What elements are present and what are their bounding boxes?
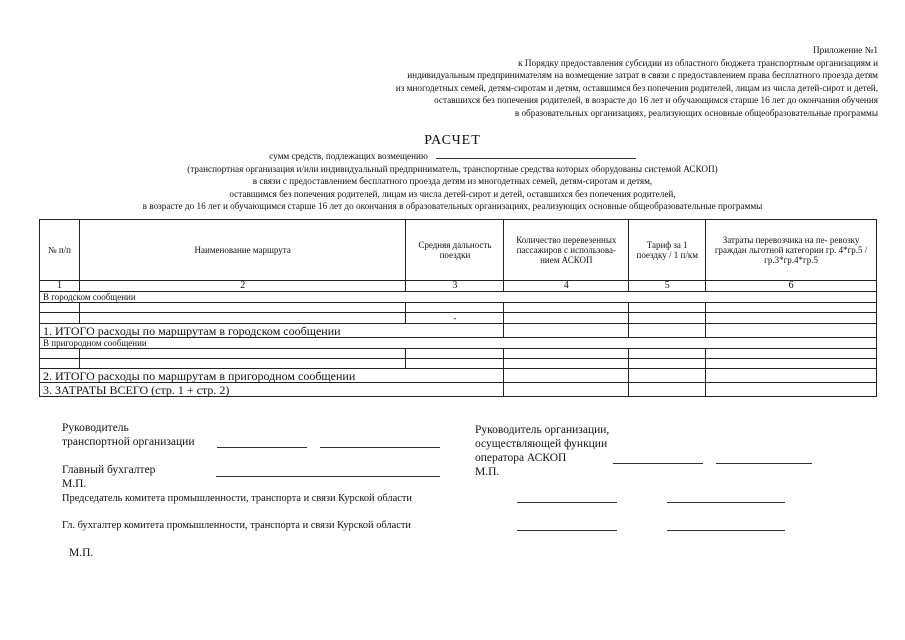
table-cell [706,349,877,359]
table-cell [629,359,706,369]
calculation-heading [0,133,905,213]
table-cell [629,369,706,383]
appendix-number: Приложение №1 [813,45,878,55]
column-number: 3 [406,281,504,292]
total-city-row [40,324,877,338]
table-cell [406,359,504,369]
calc-line: оставшимся без попечения родителей, лицам из числа детей-сирот и детей, оставшихся без попечения родителей, [229,188,676,199]
header-cell-distance: Средняя дальность поездки [406,220,504,281]
total-all-label: 3. ЗАТРАТЫ ВСЕГО (стр. 1 + стр. 2) [40,383,406,397]
table-cell [79,349,406,359]
total-city-label: 1. ИТОГО расходы по маршрутам в городском сообщении [40,324,406,338]
right-stamp-label: М.П. [475,466,500,478]
table-cell [79,303,406,313]
total-suburban-row [40,369,877,383]
signature-line [716,463,812,464]
amount-blank-line [436,149,636,159]
table-cell [406,383,504,397]
header-cell-tariff: Тариф за 1 поездку / 1 п/км [629,220,706,281]
table-row [40,303,877,313]
right-head-function: осуществляющей функции [475,438,608,450]
table-cell [79,313,406,324]
appendix-line: оставшихся без попечения родителей, в возрасте до 16 лет и обучающимся старше 16 лет до окончания обучения [434,95,878,106]
appendix-line: к Порядку предоставления субсидии из областного бюджета транспортным организациям и [518,57,878,68]
table-cell [504,313,629,324]
table-cell [504,324,629,338]
column-number: 6 [706,281,877,292]
table-cell [406,303,504,313]
table-cell [79,359,406,369]
signature-line [667,502,785,503]
table-cell [40,349,80,359]
table-cell [629,349,706,359]
signature-line [217,447,307,448]
left-stamp-label: М.П. [62,478,87,490]
chief-accountant-label: Гл. бухгалтер комитета промышленности, транспорта и связи Курской области [62,520,411,531]
document-subtitle: сумм средств, подлежащих возмещению [269,151,428,161]
suburban-section-row [40,338,877,349]
table-cell [706,369,877,383]
table-row [40,313,877,324]
table-cell [629,383,706,397]
table-cell [40,313,80,324]
signature-line [613,463,703,464]
right-head-title: Руководитель организации, [475,424,610,436]
signature-line [517,530,617,531]
table-row [40,359,877,369]
table-cell [504,383,629,397]
column-number-row [40,281,877,292]
chairman-label: Председатель комитета промышленности, транспорта и связи Курской области [62,493,412,504]
calc-line: в связи с предоставлением бесплатного проезда детям из многодетных семей, детям-сиротам и детям, [252,176,653,187]
left-head-title: Руководитель [62,422,129,434]
header-cell-costs: Затраты перевозчика на пе- ревозку граждан льготной категории гр. 4*гр.5 / гр.3*гр.4*гр.5 [706,220,877,281]
bottom-stamp-label: М.П. [69,547,94,559]
column-number: 5 [629,281,706,292]
document-title: РАСЧЕТ [424,133,481,148]
left-head-org: транспортной организации [62,436,195,448]
header-cell-passengers: Количество перевезенных пассажиров с использова- нием АСКОП [504,220,629,281]
total-all-row [40,383,877,397]
signature-line [517,502,617,503]
header-cell-route: Наименование маршрута [79,220,406,281]
appendix-line: в образовательных организациях, реализующих основные общеобразовательные программы [514,107,878,118]
column-number: 4 [504,281,629,292]
column-number: 2 [79,281,406,292]
table-header-row [40,220,877,281]
table-cell [629,303,706,313]
table-cell [706,324,877,338]
table-cell [406,349,504,359]
column-number: 1 [40,281,80,292]
table-cell [629,313,706,324]
table-cell [40,359,80,369]
calc-line: (транспортная организация и/или индивидуальный предприниматель, транспортные средства которых оборудованы системой АСКОП) [187,163,718,174]
suburban-section-label: В пригородном сообщении [40,338,877,349]
city-section-label: В городском сообщении [40,292,877,303]
table-cell [406,324,504,338]
calc-line: в возрасте до 16 лет и обучающимся старше 16 лет до окончания в образовательных организациях, реализующих основные общеобразовательные программы [142,201,763,212]
appendix-line: из многодетных семей, детям-сиротам и детям, оставшимся без попечения родителей, лицам из числа детей-сирот и детей, [395,82,878,93]
document-subtitle-row [0,149,905,163]
left-accountant-label: Главный бухгалтер [62,464,156,476]
signature-line [320,447,440,448]
table-cell [706,313,877,324]
table-cell [504,349,629,359]
signature-line [667,530,785,531]
table-cell [706,359,877,369]
table-cell [504,303,629,313]
table-cell [406,369,504,383]
calculation-table [39,219,877,397]
signature-line [216,476,440,477]
right-head-operator: оператора АСКОП [475,452,567,464]
table-cell [706,303,877,313]
table-cell [504,359,629,369]
total-suburban-label: 2. ИТОГО расходы по маршрутам в пригородном сообщении [40,369,406,383]
appendix-line: индивидуальным предпринимателям на возмещение затрат в связи с предоставлением права бесплатного проезда детям [407,70,878,81]
table-cell [706,383,877,397]
table-row [40,349,877,359]
appendix-header [278,44,878,120]
table-cell [504,369,629,383]
header-cell-number: № п/п [40,220,80,281]
table-cell [629,324,706,338]
city-section-row [40,292,877,303]
table-cell [40,303,80,313]
dash-cell: - [406,313,504,324]
